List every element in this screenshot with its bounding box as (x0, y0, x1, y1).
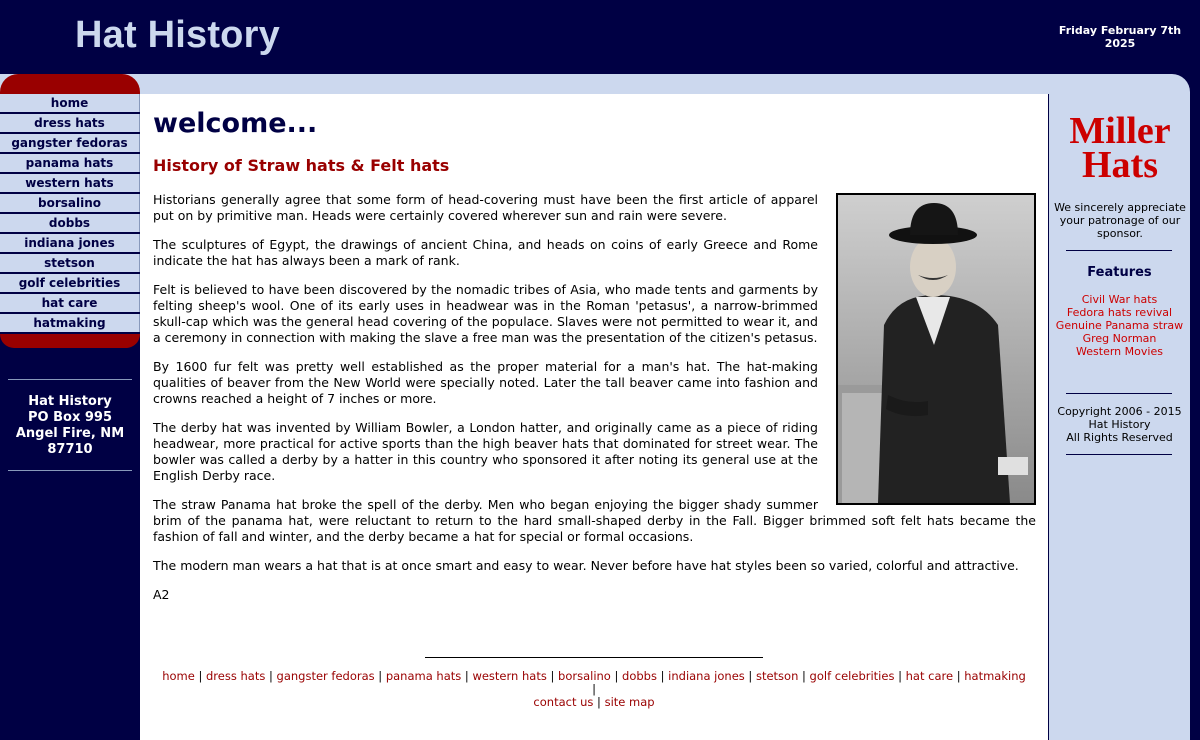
article-body (153, 192, 1036, 603)
site-title: Hat History (75, 14, 280, 56)
mailing-address (0, 394, 140, 458)
nav-western-hats[interactable]: western hats (0, 174, 140, 192)
footer-link-golf-celebrities[interactable]: golf celebrities (809, 669, 895, 683)
footer-link-home[interactable]: home (162, 669, 195, 683)
footer-link-indiana-jones[interactable]: indiana jones (668, 669, 745, 683)
header-band (0, 74, 1190, 94)
copyright-line: Hat History (1088, 418, 1151, 431)
nav-indiana-jones[interactable]: indiana jones (0, 234, 140, 252)
divider (1066, 250, 1172, 251)
paragraph: Historians generally agree that some form of head-covering must have been the first article of apparel put on by primitive man. Heads were certainly covered wherever sun and rain were severe. (153, 192, 818, 223)
nav-home[interactable]: home (0, 94, 140, 112)
nav-panama-hats[interactable]: panama hats (0, 154, 140, 172)
paragraph: The sculptures of Egypt, the drawings of ancient China, and heads on coins of early Greece and Rome indicate the hat has always been a mark of rank. (153, 237, 818, 268)
address-line: 87710 (47, 442, 93, 457)
right-sidebar (1049, 94, 1190, 740)
section-heading: History of Straw hats & Felt hats (153, 156, 450, 175)
sponsor-message: We sincerely appreciate your patronage of our sponsor. (1054, 201, 1186, 240)
divider (8, 470, 132, 471)
footer-link-gangster-fedoras[interactable]: gangster fedoras (276, 669, 375, 683)
features-list (1049, 293, 1190, 358)
right-edge (1190, 94, 1200, 740)
paragraph: By 1600 fur felt was pretty well established as the proper material for a man's hat. The hat-making qualities of beaver from the New World were specially noted. Later the tall beaver came into fashion and crowns reached a height of 7 inches or more. (153, 359, 818, 406)
footer-link-hatmaking[interactable]: hatmaking (964, 669, 1026, 683)
features-heading: Features (1087, 265, 1152, 280)
footer-link-borsalino[interactable]: borsalino (558, 669, 611, 683)
paragraph: The modern man wears a hat that is at once smart and easy to wear. Never before have hat styles been so varied, colorful and attractive. (153, 558, 1019, 573)
footer-link-site-map[interactable]: site map (604, 695, 655, 709)
logo-text: Miller (1069, 110, 1171, 152)
nav-bottom-cap (0, 334, 140, 348)
date-year: 2025 (1104, 37, 1136, 50)
divider (1066, 393, 1172, 394)
nav-dobbs[interactable]: dobbs (0, 214, 140, 232)
divider (1066, 454, 1172, 455)
nav-stetson[interactable]: stetson (0, 254, 140, 272)
footer-link-dobbs[interactable]: dobbs (622, 669, 657, 683)
feature-link-western-movies[interactable]: Western Movies (1076, 345, 1163, 358)
nav-gangster-fedoras[interactable]: gangster fedoras (0, 134, 140, 152)
feature-link-fedora-revival[interactable]: Fedora hats revival (1066, 306, 1173, 319)
historic-portrait-photo (836, 193, 1036, 505)
page-code: A2 (153, 587, 170, 602)
copyright-notice (1049, 405, 1190, 444)
feature-link-greg-norman[interactable]: Greg Norman (1082, 332, 1157, 345)
footer-link-stetson[interactable]: stetson (755, 669, 799, 683)
paragraph: The straw Panama hat broke the spell of the derby. Men who began enjoying the bigger shady summer brim of the panama hat, were reluctant to return to the hard small-shaped derby in the Fall. Bigger brimmed soft felt hats became the fashion of fall and winter, and the derby became a hat for special or formal occasions. (153, 497, 1036, 544)
paragraph: The derby hat was invented by William Bowler, a London hatter, and originally came as a piece of riding headwear, more practical for active sports than the high beaver hats that dominated for street wear. The bowler was called a derby by a hatter in this country who sponsored it after noting its general use at the English Derby race. (153, 420, 818, 483)
footer-link-hat-care[interactable]: hat care (905, 669, 954, 683)
page-title: welcome... (153, 108, 318, 139)
feature-link-civil-war-hats[interactable]: Civil War hats (1081, 293, 1158, 306)
feature-link-panama-straw[interactable]: Genuine Panama straw (1055, 319, 1184, 332)
nav-hat-care[interactable]: hat care (0, 294, 140, 312)
divider (8, 379, 132, 380)
footer-nav: home | dress hats | gangster fedoras | panama hats | western hats | borsalino | dobbs | indiana jones | stetson | golf celebrities | hat care | hatmaking | contact us | site map (162, 669, 1026, 709)
footer-link-panama-hats[interactable]: panama hats (385, 669, 462, 683)
nav-hatmaking[interactable]: hatmaking (0, 314, 140, 332)
main-content (140, 94, 1049, 740)
address-line: PO Box 995 (28, 410, 112, 425)
footer-link-contact-us[interactable]: contact us (533, 695, 594, 709)
logo-text: Hats (1082, 144, 1158, 186)
copyright-line: All Rights Reserved (1066, 431, 1173, 444)
copyright-line: Copyright 2006 - 2015 (1057, 405, 1182, 418)
sponsor-logo[interactable] (1059, 110, 1181, 194)
footer-link-dress-hats[interactable]: dress hats (206, 669, 266, 683)
left-sidebar (0, 94, 140, 740)
nav-top-cap (0, 74, 140, 94)
address-line: Angel Fire, NM (15, 426, 125, 441)
paragraph: Felt is believed to have been discovered by the nomadic tribes of Asia, who made tents and garments by felting sheep's wool. One of its early uses in headwear was in the Roman 'petasus', a narrow-brimmed skull-cap which was the general head covering of the populace. Slaves were not permitted to wear it, and a ceremony in connection with making the slave a free man was the presentation of the citizen's petasus. (153, 282, 818, 345)
footer-link-western-hats[interactable]: western hats (472, 669, 547, 683)
nav-dress-hats[interactable]: dress hats (0, 114, 140, 132)
date-line: Friday February 7th (1058, 24, 1182, 37)
footer-divider (425, 657, 763, 658)
address-line: Hat History (28, 394, 112, 409)
nav-borsalino[interactable]: borsalino (0, 194, 140, 212)
date-display (1050, 24, 1190, 50)
portrait-image (838, 195, 1034, 503)
main-nav (0, 94, 140, 334)
nav-golf-celebrities[interactable]: golf celebrities (0, 274, 140, 292)
